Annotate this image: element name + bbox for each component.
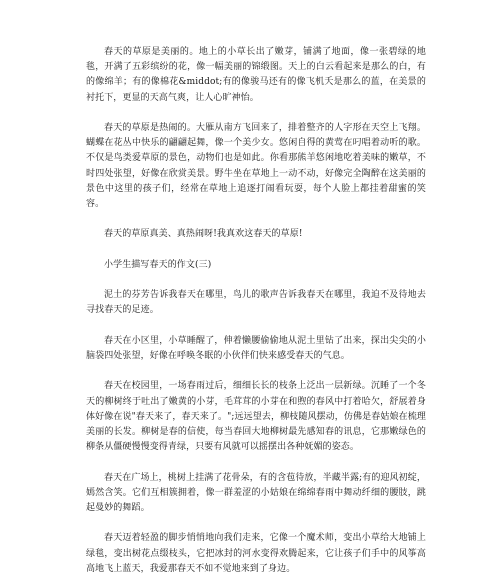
paragraph-spring-arrival: 春天迈着轻盈的脚步悄悄地向我们走来，它像一个魔术师，变出小草给大地铺上绿毯，变出树花点缀枝头，它把冰封的河水变得欢腾起来，它让孩子们手中的风筝高高地飞上蓝天，我爱那春天不如不觉地来到了身边。 <box>86 533 426 574</box>
section-heading: 小学生描写春天的作文(三) <box>104 259 212 270</box>
paragraph-spring-campus: 春天在校园里，一场春雨过后，细细长长的枝条上泛出一层新绿。沉睡了一个冬天的柳树终于吐出了嫩黄的小芽，毛茸茸的小芽在和煦的春风中打着哈欠，舒展着身体好像在说"春天来了，春天来了。";远远望去，柳枝随风摆动，仿佛是春姑娘在梳理美丽的长发。柳树是春的信使，每当春回大地柳树最先感知春的讯息，它那嫩绿色的柳条从僵硬慢慢变得青绿，只要有风就可以摇摆出各种妩媚的姿态。 <box>86 381 426 453</box>
paragraph-grassland-summary: 春天的草原真美、真热闹呀!我真欢这春天的草原! <box>104 229 303 240</box>
paragraph-grassland-lively: 春天的草原是热闹的。大雁从南方飞回来了，排着整齐的人字形在天空上飞翔。蝴蝶在花丛中快乐的翩翩起舞，像一个美少女。悠闲自得的黄莺在叼唱着动听的歌。不仅是鸟类爱草原的景色，动物们也是如此。你看那熊羊悠闲地吃着美味的嫩草，不时四处张望，好像在欣赏美景。野牛坐在草地上一动不动，好像完全陶醉在这美丽的景色中这里的孩子们，经常在草地上追逐打闹看玩耍，每个人脸上都挂着甜蜜的笑容。 <box>86 123 426 210</box>
paragraph-spring-plaza: 春天在广场上，桃树上挂满了花骨朵，有的含苞待放，半藏半露;有的迎风初绽，嫣然含笑。它们互相簇拥着，像一群羞涩的小姑娘在绵绵春雨中舞动纤细的腰肢，跳起曼妙的舞蹈。 <box>86 472 426 513</box>
paragraph-spring-community: 春天在小区里，小草睡醒了，伸着懒腰偷偷地从泥土里钻了出来，探出尖尖的小脑袋四处张望，好像在呼唤冬眠的小伙伴们快来感受春天的气息。 <box>86 335 426 361</box>
paragraph-grassland-beauty: 春天的草原是美丽的。地上的小草长出了嫩芽，铺满了地面，像一张碧绿的地毯，开满了五彩缤纷的花，像一幅美丽的锦缎图。天上的白云看起来是那么的白，有的像绵羊；有的像棉花&middot;有的像骏马还有的像飞机夭是那么的蓝，在美景的衬托下，更显的天高气爽，让人心旷神怡。 <box>86 47 426 103</box>
paragraph-spring-search: 泥土的芬芳告诉我春天在哪里，鸟儿的歌声告诉我春天在哪里，我迫不及待地去寻找春天的足迹。 <box>86 290 426 316</box>
article-body <box>86 45 426 577</box>
